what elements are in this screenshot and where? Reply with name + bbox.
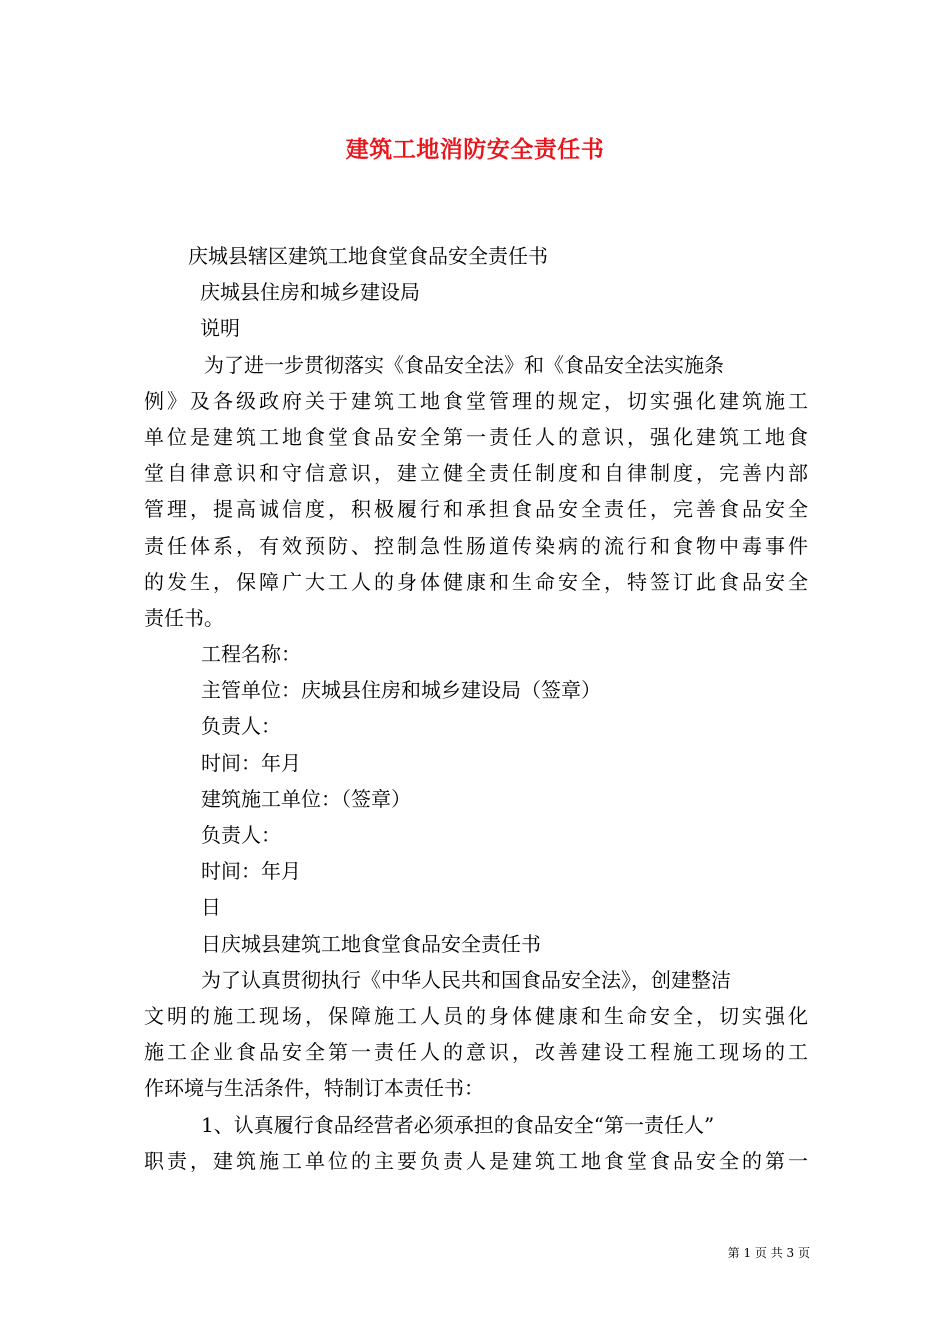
responsible-person-field: 负责人： (201, 823, 281, 847)
subtitle-line: 庆城县辖区建筑工地食堂食品安全责任书 (188, 244, 548, 268)
paragraph-line: 单位是建筑工地食堂食品安全第一责任人的意识，强化建筑工地食 (144, 424, 808, 449)
paragraph-line: 责任书。 (144, 605, 224, 630)
paragraph-line: 作环境与生活条件，特制订本责任书： (144, 1076, 484, 1101)
date-field: 时间：年月 (201, 859, 301, 884)
supervisor-unit-field: 主管单位：庆城县住房和城乡建设局（签章） (201, 678, 601, 703)
paragraph-line: 例》及各级政府关于建筑工地食堂管理的规定，切实强化建筑施工 (144, 388, 808, 413)
issuer-line: 庆城县住房和城乡建设局 (200, 280, 420, 305)
construction-unit-field: 建筑施工单位：（签章） (201, 786, 411, 811)
document-title: 建筑工地消防安全责任书 (345, 136, 605, 163)
date-field: 时间：年月 (201, 750, 301, 775)
responsible-person-field: 负责人： (201, 714, 281, 739)
section-heading: 说明 (200, 316, 240, 341)
paragraph-line: 为了认真贯彻执行《中华人民共和国食品安全法》，创建整洁 (201, 967, 731, 992)
paragraph-line: 管理，提高诚信度，积极履行和承担食品安全责任，完善食品安全 (144, 497, 808, 522)
clause-line: 1、认真履行食品经营者必须承担的食品安全“第一责任人” (201, 1112, 715, 1137)
paragraph-line: 为了进一步贯彻落实《食品安全法》和《食品安全法实施条 (204, 352, 724, 377)
day-field: 日 (201, 895, 221, 920)
paragraph-line: 文明的施工现场，保障施工人员的身体健康和生命安全，切实强化 (144, 1003, 808, 1028)
paragraph-line: 的发生，保障广大工人的身体健康和生命安全，特签订此食品安全 (144, 569, 808, 594)
page-number-indicator: 第 1 页 共 3 页 (727, 1246, 810, 1260)
section-title-line: 日庆城县建筑工地食堂食品安全责任书 (201, 931, 541, 956)
document-body (144, 238, 808, 1179)
clause-line: 职责，建筑施工单位的主要负责人是建筑工地食堂食品安全的第一 (144, 1148, 808, 1173)
project-name-field: 工程名称： (201, 642, 301, 667)
paragraph-line: 堂自律意识和守信意识，建立健全责任制度和自律制度，完善内部 (144, 461, 808, 486)
paragraph-line: 责任体系，有效预防、控制急性肠道传染病的流行和食物中毒事件 (144, 533, 808, 558)
paragraph-line: 施工企业食品安全第一责任人的意识，改善建设工程施工现场的工 (144, 1040, 808, 1065)
